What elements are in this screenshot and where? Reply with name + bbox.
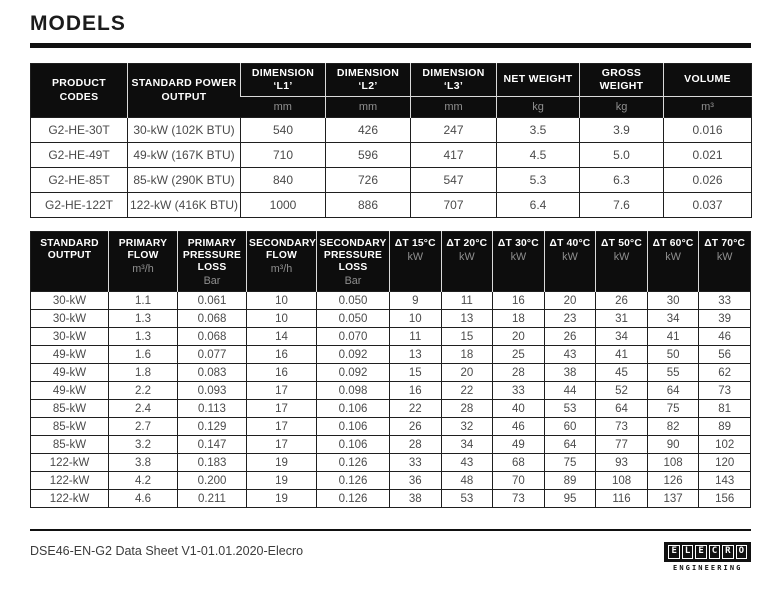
perf-cell: 126 (647, 472, 699, 490)
standard-output-cell: 85-kW (31, 436, 109, 454)
perf-col-unit: kW (510, 251, 527, 264)
models-col-net-weight: NET WEIGHT (497, 64, 580, 97)
perf-cell: 0.200 (178, 472, 247, 490)
perf-cell: 16 (390, 382, 442, 400)
perf-cell: 81 (699, 400, 751, 418)
models-table-row (31, 168, 752, 193)
perf-cell: 30 (647, 292, 699, 310)
models-cell: 0.037 (664, 193, 752, 218)
perf-col-unit: m³/h (270, 263, 293, 276)
perf-cell: 16 (247, 364, 317, 382)
perf-cell: 10 (247, 292, 317, 310)
models-cell: 540 (241, 118, 326, 143)
perf-cell: 16 (247, 346, 317, 364)
perf-cell: 31 (596, 310, 648, 328)
perf-cell: 0.147 (178, 436, 247, 454)
perf-col-primary-flow (109, 232, 178, 292)
perf-cell: 32 (441, 418, 493, 436)
models-cell: 3.9 (580, 118, 664, 143)
perf-cell: 143 (699, 472, 751, 490)
perf-cell: 2.2 (109, 382, 178, 400)
perf-cell: 28 (390, 436, 442, 454)
perf-cell: 64 (544, 436, 596, 454)
performance-header-row (31, 232, 751, 292)
models-cell: 247 (411, 118, 497, 143)
models-table-header (31, 64, 752, 118)
perf-cell: 0.050 (317, 292, 390, 310)
standard-output-cell: 85-kW (31, 400, 109, 418)
perf-cell: 0.093 (178, 382, 247, 400)
models-cell: 6.3 (580, 168, 664, 193)
standard-output-cell: 49-kW (31, 364, 109, 382)
perf-cell: 34 (441, 436, 493, 454)
standard-output-cell: 122-kW (31, 472, 109, 490)
perf-col-unit: kW (459, 251, 475, 264)
models-cell: 417 (411, 143, 497, 168)
perf-cell: 43 (441, 454, 493, 472)
perf-col-t-20-c (441, 232, 493, 292)
perf-cell: 0.113 (178, 400, 247, 418)
perf-col-label: SECONDARY PRESSURE LOSS (319, 238, 387, 274)
perf-cell: 0.126 (317, 472, 390, 490)
perf-cell: 16 (493, 292, 545, 310)
perf-col-label: ΔT 20°C (446, 238, 488, 249)
perf-cell: 0.077 (178, 346, 247, 364)
perf-cell: 23 (544, 310, 596, 328)
models-cell: 840 (241, 168, 326, 193)
perf-col-label: ΔT 60°C (652, 238, 694, 249)
perf-cell: 20 (544, 292, 596, 310)
logo-letter: O (736, 545, 747, 559)
perf-cell: 1.6 (109, 346, 178, 364)
perf-col-unit: kW (665, 251, 681, 264)
perf-col-t-50-c (596, 232, 648, 292)
perf-cell: 0.068 (178, 328, 247, 346)
perf-cell: 33 (493, 382, 545, 400)
perf-cell: 50 (647, 346, 699, 364)
models-cell: 710 (241, 143, 326, 168)
standard-output-cell: 49-kW (31, 382, 109, 400)
perf-cell: 17 (247, 436, 317, 454)
models-col-unit-net-weight: kg (497, 97, 580, 118)
perf-col-label: STANDARD OUTPUT (40, 238, 99, 262)
logo-letter: C (709, 545, 720, 559)
perf-cell: 0.106 (317, 418, 390, 436)
models-cell: 0.016 (664, 118, 752, 143)
perf-cell: 44 (544, 382, 596, 400)
perf-cell: 26 (390, 418, 442, 436)
standard-output-cell: 30-kW (31, 328, 109, 346)
perf-cell: 70 (493, 472, 545, 490)
perf-cell: 18 (493, 310, 545, 328)
perf-cell: 46 (493, 418, 545, 436)
perf-cell: 0.083 (178, 364, 247, 382)
models-table (30, 63, 752, 218)
models-col-unit-dimension-l2: mm (326, 97, 411, 118)
perf-cell: 0.068 (178, 310, 247, 328)
models-cell: 726 (326, 168, 411, 193)
perf-cell: 14 (247, 328, 317, 346)
perf-cell: 0.050 (317, 310, 390, 328)
perf-cell: 0.126 (317, 490, 390, 508)
perf-cell: 17 (247, 382, 317, 400)
perf-col-t-30-c (493, 232, 545, 292)
models-cell: 49-kW (167K BTU) (128, 143, 241, 168)
perf-col-standard-output (31, 232, 109, 292)
perf-cell: 60 (544, 418, 596, 436)
perf-cell: 17 (247, 400, 317, 418)
perf-cell: 39 (699, 310, 751, 328)
logo-elecro-wordmark (664, 542, 751, 562)
perf-cell: 102 (699, 436, 751, 454)
perf-cell: 25 (493, 346, 545, 364)
models-cell: 596 (326, 143, 411, 168)
performance-table-row (31, 436, 751, 454)
perf-col-unit: kW (613, 251, 630, 264)
perf-cell: 22 (390, 400, 442, 418)
standard-output-cell: 85-kW (31, 418, 109, 436)
performance-table-row (31, 310, 751, 328)
perf-col-unit: kW (407, 251, 424, 264)
perf-cell: 20 (493, 328, 545, 346)
models-cell: 886 (326, 193, 411, 218)
perf-cell: 0.126 (317, 454, 390, 472)
perf-col-t-40-c (544, 232, 596, 292)
perf-cell: 15 (390, 364, 442, 382)
models-col-unit-gross-weight: kg (580, 97, 664, 118)
performance-table-row (31, 328, 751, 346)
perf-cell: 19 (247, 472, 317, 490)
performance-table-row (31, 454, 751, 472)
footer (30, 540, 751, 572)
perf-cell: 55 (647, 364, 699, 382)
perf-cell: 13 (441, 310, 493, 328)
perf-cell: 73 (493, 490, 545, 508)
performance-table-row (31, 346, 751, 364)
performance-table-body (31, 292, 751, 508)
perf-cell: 33 (699, 292, 751, 310)
perf-col-primary-pressure-loss (178, 232, 247, 292)
standard-output-cell: 30-kW (31, 292, 109, 310)
models-cell: 30-kW (102K BTU) (128, 118, 241, 143)
perf-cell: 1.3 (109, 310, 178, 328)
page-title: MODELS (30, 12, 126, 35)
perf-cell: 116 (596, 490, 648, 508)
perf-cell: 4.2 (109, 472, 178, 490)
models-col-unit-dimension-l1: mm (241, 97, 326, 118)
perf-cell: 82 (647, 418, 699, 436)
perf-col-label: PRIMARY FLOW (118, 238, 168, 262)
perf-cell: 19 (247, 454, 317, 472)
perf-cell: 0.183 (178, 454, 247, 472)
perf-col-t-15-c (390, 232, 442, 292)
standard-output-cell: 122-kW (31, 490, 109, 508)
perf-col-label: SECONDARY FLOW (249, 238, 317, 262)
performance-table-row (31, 418, 751, 436)
models-cell: 85-kW (290K BTU) (128, 168, 241, 193)
perf-cell: 34 (596, 328, 648, 346)
models-col-gross-weight: GROSS WEIGHT (580, 64, 664, 97)
perf-cell: 156 (699, 490, 751, 508)
perf-cell: 0.061 (178, 292, 247, 310)
performance-table (30, 231, 751, 508)
perf-cell: 3.2 (109, 436, 178, 454)
perf-cell: 64 (596, 400, 648, 418)
models-table-row (31, 118, 752, 143)
perf-cell: 0.106 (317, 400, 390, 418)
performance-table-header (31, 232, 751, 292)
performance-table-row (31, 382, 751, 400)
perf-cell: 68 (493, 454, 545, 472)
perf-cell: 56 (699, 346, 751, 364)
performance-table-row (31, 490, 751, 508)
perf-cell: 33 (390, 454, 442, 472)
perf-cell: 120 (699, 454, 751, 472)
perf-col-unit: Bar (344, 275, 362, 288)
product-code-cell: G2-HE-49T (31, 143, 128, 168)
perf-cell: 1.3 (109, 328, 178, 346)
product-code-cell: G2-HE-30T (31, 118, 128, 143)
perf-cell: 89 (544, 472, 596, 490)
perf-col-label: ΔT 70°C (704, 238, 746, 249)
perf-col-unit: Bar (203, 275, 221, 288)
perf-col-unit: kW (562, 251, 578, 264)
models-table-row (31, 143, 752, 168)
models-table-row (31, 193, 752, 218)
models-cell: 122-kW (416K BTU) (128, 193, 241, 218)
perf-col-label: PRIMARY PRESSURE LOSS (182, 238, 242, 274)
perf-cell: 53 (441, 490, 493, 508)
perf-cell: 1.8 (109, 364, 178, 382)
perf-cell: 0.070 (317, 328, 390, 346)
perf-cell: 10 (247, 310, 317, 328)
perf-col-label: ΔT 50°C (601, 238, 643, 249)
perf-cell: 90 (647, 436, 699, 454)
perf-cell: 137 (647, 490, 699, 508)
logo-letter: E (668, 545, 679, 559)
perf-cell: 3.8 (109, 454, 178, 472)
perf-cell: 11 (441, 292, 493, 310)
models-col-unit-dimension-l3: mm (411, 97, 497, 118)
models-cell: 426 (326, 118, 411, 143)
perf-cell: 40 (493, 400, 545, 418)
perf-cell: 64 (647, 382, 699, 400)
perf-col-unit: m³/h (132, 263, 154, 276)
models-col-standard-power-output: STANDARD POWER OUTPUT (128, 64, 241, 118)
perf-cell: 20 (441, 364, 493, 382)
logo-letter: L (682, 545, 693, 559)
perf-cell: 45 (596, 364, 648, 382)
perf-cell: 73 (699, 382, 751, 400)
perf-cell: 52 (596, 382, 648, 400)
models-col-dimension-l1: DIMENSION ‘L1’ (241, 64, 326, 97)
perf-col-t-70-c (699, 232, 751, 292)
perf-cell: 2.4 (109, 400, 178, 418)
elecro-logo (664, 542, 751, 572)
title-rule (30, 43, 751, 48)
perf-cell: 26 (596, 292, 648, 310)
models-cell: 4.5 (497, 143, 580, 168)
perf-cell: 28 (441, 400, 493, 418)
perf-cell: 36 (390, 472, 442, 490)
perf-col-t-60-c (647, 232, 699, 292)
models-col-volume: VOLUME (664, 64, 752, 97)
perf-col-label: ΔT 15°C (394, 238, 436, 249)
perf-cell: 53 (544, 400, 596, 418)
models-cell: 3.5 (497, 118, 580, 143)
perf-cell: 95 (544, 490, 596, 508)
perf-cell: 89 (699, 418, 751, 436)
perf-cell: 19 (247, 490, 317, 508)
perf-cell: 17 (247, 418, 317, 436)
logo-letter: E (695, 545, 706, 559)
perf-cell: 2.7 (109, 418, 178, 436)
perf-cell: 0.098 (317, 382, 390, 400)
perf-cell: 28 (493, 364, 545, 382)
perf-cell: 4.6 (109, 490, 178, 508)
performance-table-row (31, 472, 751, 490)
logo-letter: R (722, 545, 733, 559)
perf-cell: 77 (596, 436, 648, 454)
footer-doc-ref: DSE46-EN-G2 Data Sheet V1-01.01.2020-Elecro (30, 544, 304, 558)
perf-cell: 34 (647, 310, 699, 328)
perf-cell: 26 (544, 328, 596, 346)
perf-cell: 73 (596, 418, 648, 436)
performance-table-row (31, 364, 751, 382)
perf-cell: 48 (441, 472, 493, 490)
models-table-body (31, 118, 752, 218)
performance-table-row (31, 292, 751, 310)
perf-cell: 46 (699, 328, 751, 346)
perf-cell: 13 (390, 346, 442, 364)
perf-cell: 75 (544, 454, 596, 472)
footer-rule (30, 529, 751, 531)
models-cell: 0.026 (664, 168, 752, 193)
standard-output-cell: 30-kW (31, 310, 109, 328)
perf-cell: 22 (441, 382, 493, 400)
models-cell: 0.021 (664, 143, 752, 168)
models-cell: 547 (411, 168, 497, 193)
perf-cell: 41 (647, 328, 699, 346)
models-col-unit-volume: m³ (664, 97, 752, 118)
models-header-label-row (31, 64, 752, 97)
models-col-dimension-l2: DIMENSION ‘L2’ (326, 64, 411, 97)
perf-cell: 10 (390, 310, 442, 328)
perf-cell: 49 (493, 436, 545, 454)
perf-cell: 18 (441, 346, 493, 364)
models-cell: 7.6 (580, 193, 664, 218)
models-cell: 5.0 (580, 143, 664, 168)
models-cell: 1000 (241, 193, 326, 218)
perf-cell: 0.092 (317, 364, 390, 382)
perf-cell: 38 (390, 490, 442, 508)
logo-engineering-text: ENGINEERING (673, 563, 743, 572)
perf-cell: 62 (699, 364, 751, 382)
standard-output-cell: 122-kW (31, 454, 109, 472)
perf-cell: 11 (390, 328, 442, 346)
perf-cell: 0.106 (317, 436, 390, 454)
perf-col-secondary-flow (247, 232, 317, 292)
perf-cell: 38 (544, 364, 596, 382)
models-col-product-codes: PRODUCT CODES (31, 64, 128, 118)
perf-cell: 108 (596, 472, 648, 490)
perf-cell: 41 (596, 346, 648, 364)
perf-cell: 43 (544, 346, 596, 364)
perf-col-label: ΔT 30°C (497, 238, 539, 249)
models-cell: 6.4 (497, 193, 580, 218)
perf-cell: 93 (596, 454, 648, 472)
product-code-cell: G2-HE-122T (31, 193, 128, 218)
performance-table-row (31, 400, 751, 418)
models-cell: 707 (411, 193, 497, 218)
product-code-cell: G2-HE-85T (31, 168, 128, 193)
models-cell: 5.3 (497, 168, 580, 193)
perf-cell: 0.211 (178, 490, 247, 508)
perf-cell: 75 (647, 400, 699, 418)
standard-output-cell: 49-kW (31, 346, 109, 364)
perf-cell: 15 (441, 328, 493, 346)
perf-cell: 108 (647, 454, 699, 472)
perf-col-secondary-pressure-loss (317, 232, 390, 292)
perf-cell: 0.129 (178, 418, 247, 436)
perf-col-unit: kW (716, 251, 733, 264)
perf-cell: 1.1 (109, 292, 178, 310)
perf-col-label: ΔT 40°C (549, 238, 591, 249)
models-col-dimension-l3: DIMENSION ‘L3’ (411, 64, 497, 97)
perf-cell: 0.092 (317, 346, 390, 364)
perf-cell: 9 (390, 292, 442, 310)
